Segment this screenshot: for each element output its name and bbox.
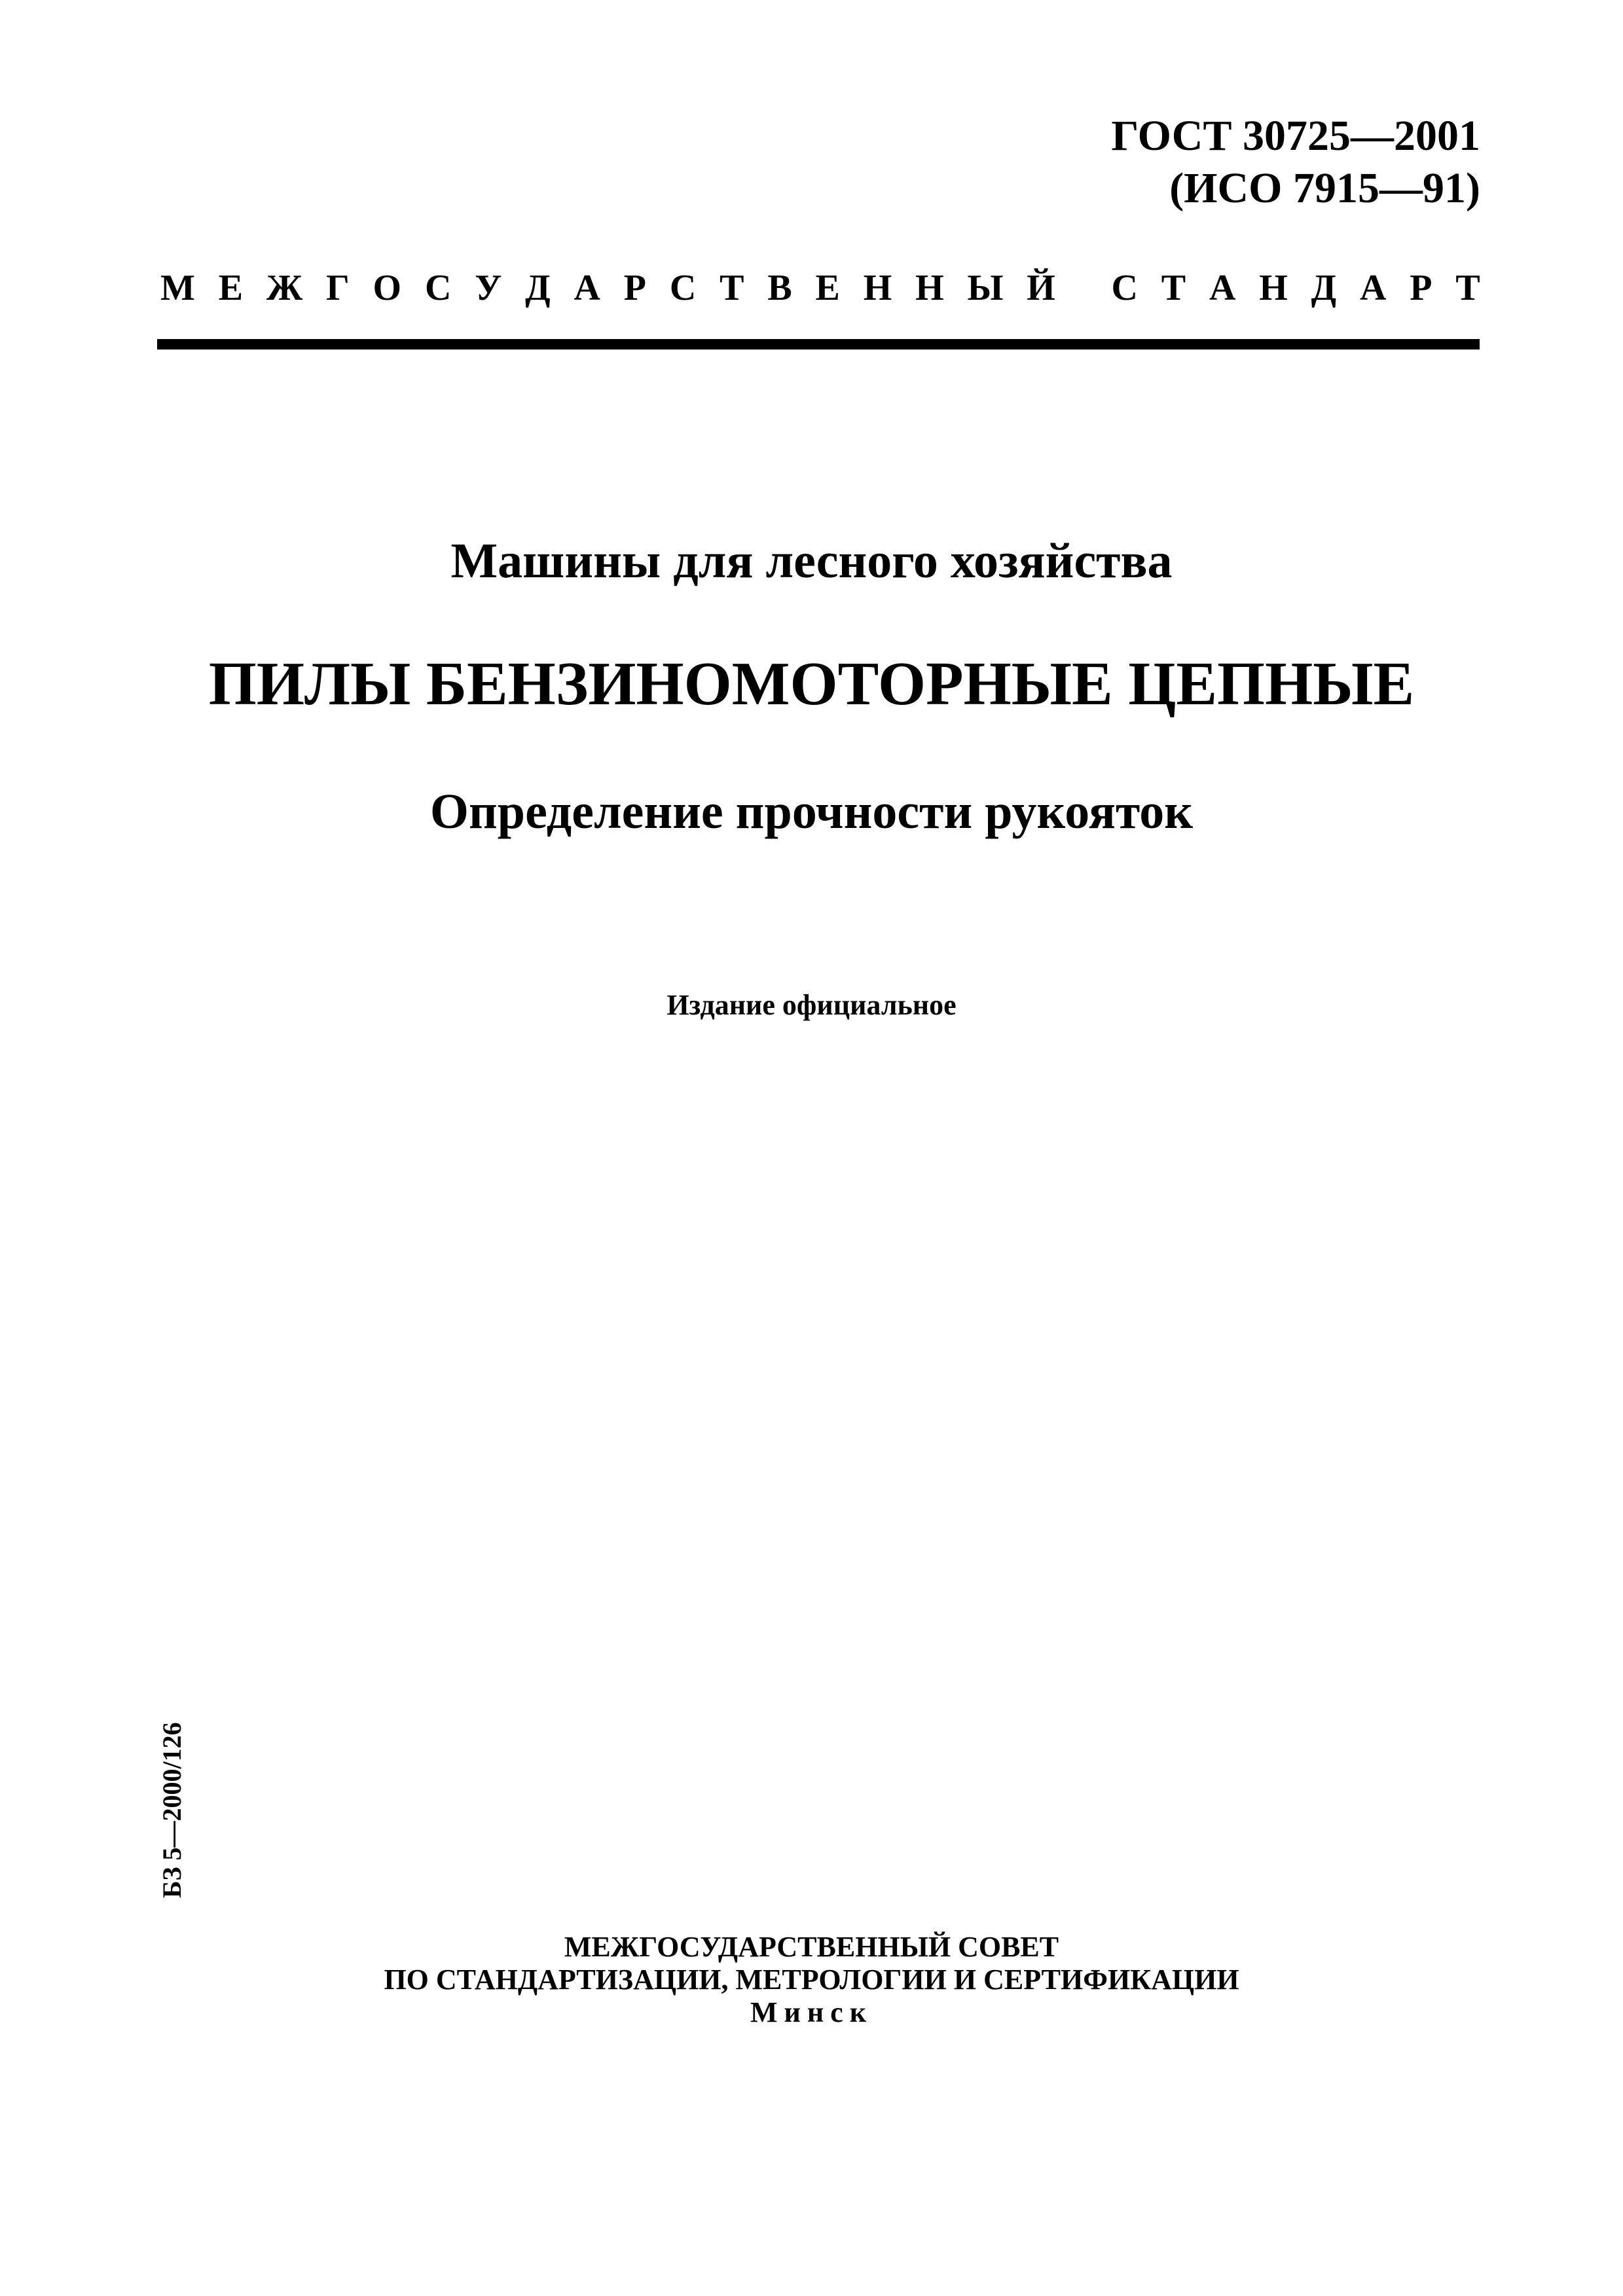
standard-type-letter: Т	[1161, 268, 1186, 308]
domain-title: Машины для лесного хозяйства	[450, 533, 1173, 588]
standard-type-letter: Р	[623, 268, 647, 308]
iso-number: (ИСО 7915—91)	[1169, 164, 1480, 212]
standard-type-letter: Д	[525, 268, 551, 308]
standard-type-letter: Р	[1410, 268, 1432, 308]
publisher-city: Минск	[750, 1996, 873, 2028]
publisher-line-1: МЕЖГОСУДАРСТВЕННЫЙ СОВЕТ	[564, 1931, 1059, 1963]
standard-type-letter: Т	[720, 268, 744, 308]
standard-type-letter: А	[1209, 268, 1236, 308]
standard-type-heading	[160, 265, 1480, 311]
standard-type-letter: С	[669, 268, 697, 308]
standard-type-letter: Й	[1027, 268, 1055, 308]
main-title: ПИЛЫ БЕНЗИНОМОТОРНЫЕ ЦЕПНЫЕ	[208, 650, 1415, 718]
document-number-block	[1111, 110, 1480, 215]
standard-type-letter: Е	[218, 268, 244, 308]
side-code: БЗ 5—2000/126	[157, 1722, 187, 1898]
standard-type-letter: О	[373, 268, 402, 308]
publisher-line-2: ПО СТАНДАРТИЗАЦИИ, МЕТРОЛОГИИ И СЕРТИФИКАЦИИ	[384, 1964, 1239, 1996]
standard-type-letter: Е	[815, 268, 840, 308]
standard-type-letter: Ы	[967, 268, 1004, 308]
standard-type-letter: Н	[1259, 268, 1288, 308]
word-gap	[1079, 265, 1088, 311]
standard-type-letter: М	[160, 268, 195, 308]
standard-type-letter: Д	[1311, 268, 1337, 308]
standard-type-letter: Н	[863, 268, 892, 308]
edition-note: Издание официальное	[666, 989, 957, 1021]
standard-type-letter: Т	[1455, 268, 1480, 308]
standard-type-letter: А	[1360, 268, 1387, 308]
standard-type-letter: С	[1111, 268, 1138, 308]
standard-type-letter: Н	[915, 268, 944, 308]
standard-type-letter: А	[574, 268, 600, 308]
standard-type-letter: Ж	[266, 268, 303, 308]
header-rule	[157, 339, 1480, 350]
standard-type-letter: Г	[326, 268, 350, 308]
gost-number: ГОСТ 30725—2001	[1111, 112, 1480, 160]
standard-type-letter: В	[767, 268, 792, 308]
publisher-block	[0, 1931, 1623, 2029]
subtitle: Определение прочности рукояток	[429, 784, 1194, 839]
standard-type-letter: У	[475, 268, 502, 308]
standard-type-letter: С	[424, 268, 452, 308]
